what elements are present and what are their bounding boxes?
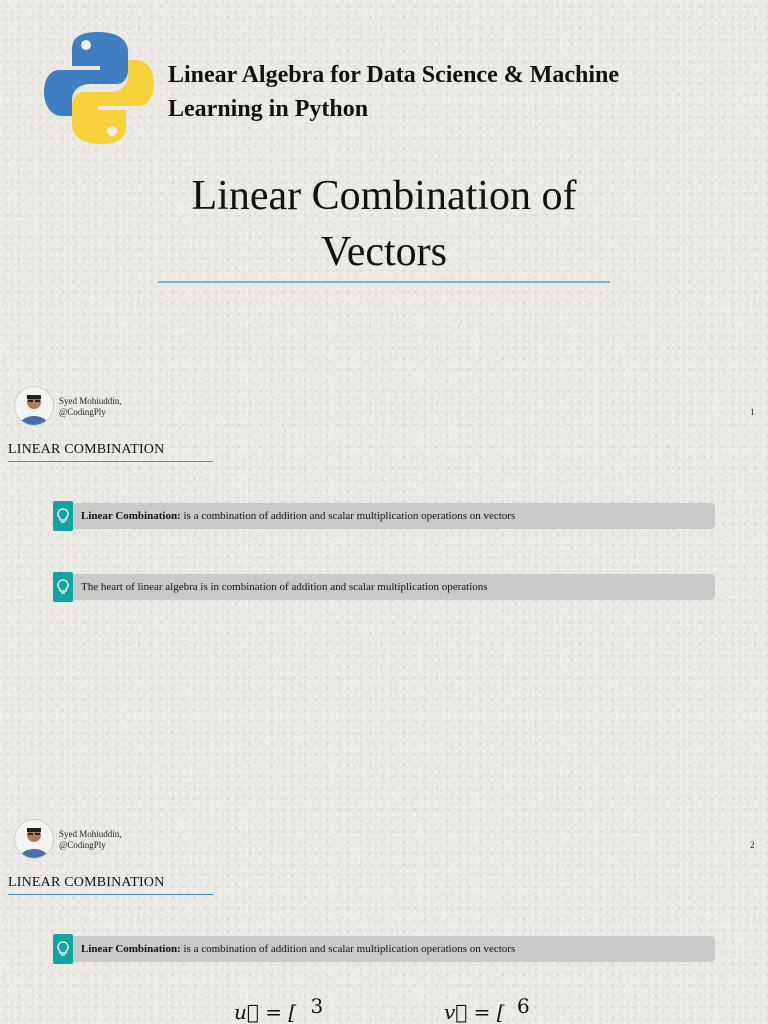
lightbulb-icon [53,572,73,602]
section-rule [8,461,213,462]
vector-v [444,994,530,1024]
avatar [14,386,54,426]
callout-text [81,574,488,600]
callout-term: Linear Combination: [81,943,181,955]
vector-v-lhs: v⃗ = [ [444,1000,505,1024]
slide-title-line-1: Linear Combination of [191,173,577,219]
author-handle: @CodingPly [59,407,106,417]
author-credit [59,829,122,851]
lightbulb-icon [53,934,73,964]
vector-v-value: 6 [516,994,530,1018]
slide-title [0,168,768,280]
vector-u-value: 3 [310,994,324,1018]
callout-term: Linear Combination: [81,510,181,522]
callout-text [81,503,515,529]
section-rule [8,894,213,895]
python-logo-icon [42,30,156,146]
author-name: Syed Mohiuddin, [59,829,122,839]
callout-definition: is a combination of addition and scalar multiplication operations on vectors [180,943,516,955]
callout-text [81,936,515,962]
page-number: 1 [750,407,755,417]
author-credit [59,396,122,418]
section-heading: LINEAR COMBINATION [8,442,165,457]
author-name: Syed Mohiuddin, [59,396,122,406]
callout-definition: is a combination of addition and scalar multiplication operations on vectors [180,510,516,522]
course-title-line-1: Linear Algebra for Data Science & Machine [168,62,620,88]
section-heading: LINEAR COMBINATION [8,875,165,890]
avatar [14,819,54,859]
course-title-line-2: Learning in Python [168,96,369,122]
vector-u [234,994,324,1024]
slide-title-line-2: Vectors [321,229,447,275]
lightbulb-icon [53,501,73,531]
callout-statement: The heart of linear algebra is in combination of addition and scalar multiplication operations [81,581,488,593]
title-rule [158,281,610,283]
page-number: 2 [750,840,755,850]
author-handle: @CodingPly [59,840,106,850]
vector-u-lhs: u⃗ = [ [234,1000,297,1024]
course-title [168,58,728,126]
